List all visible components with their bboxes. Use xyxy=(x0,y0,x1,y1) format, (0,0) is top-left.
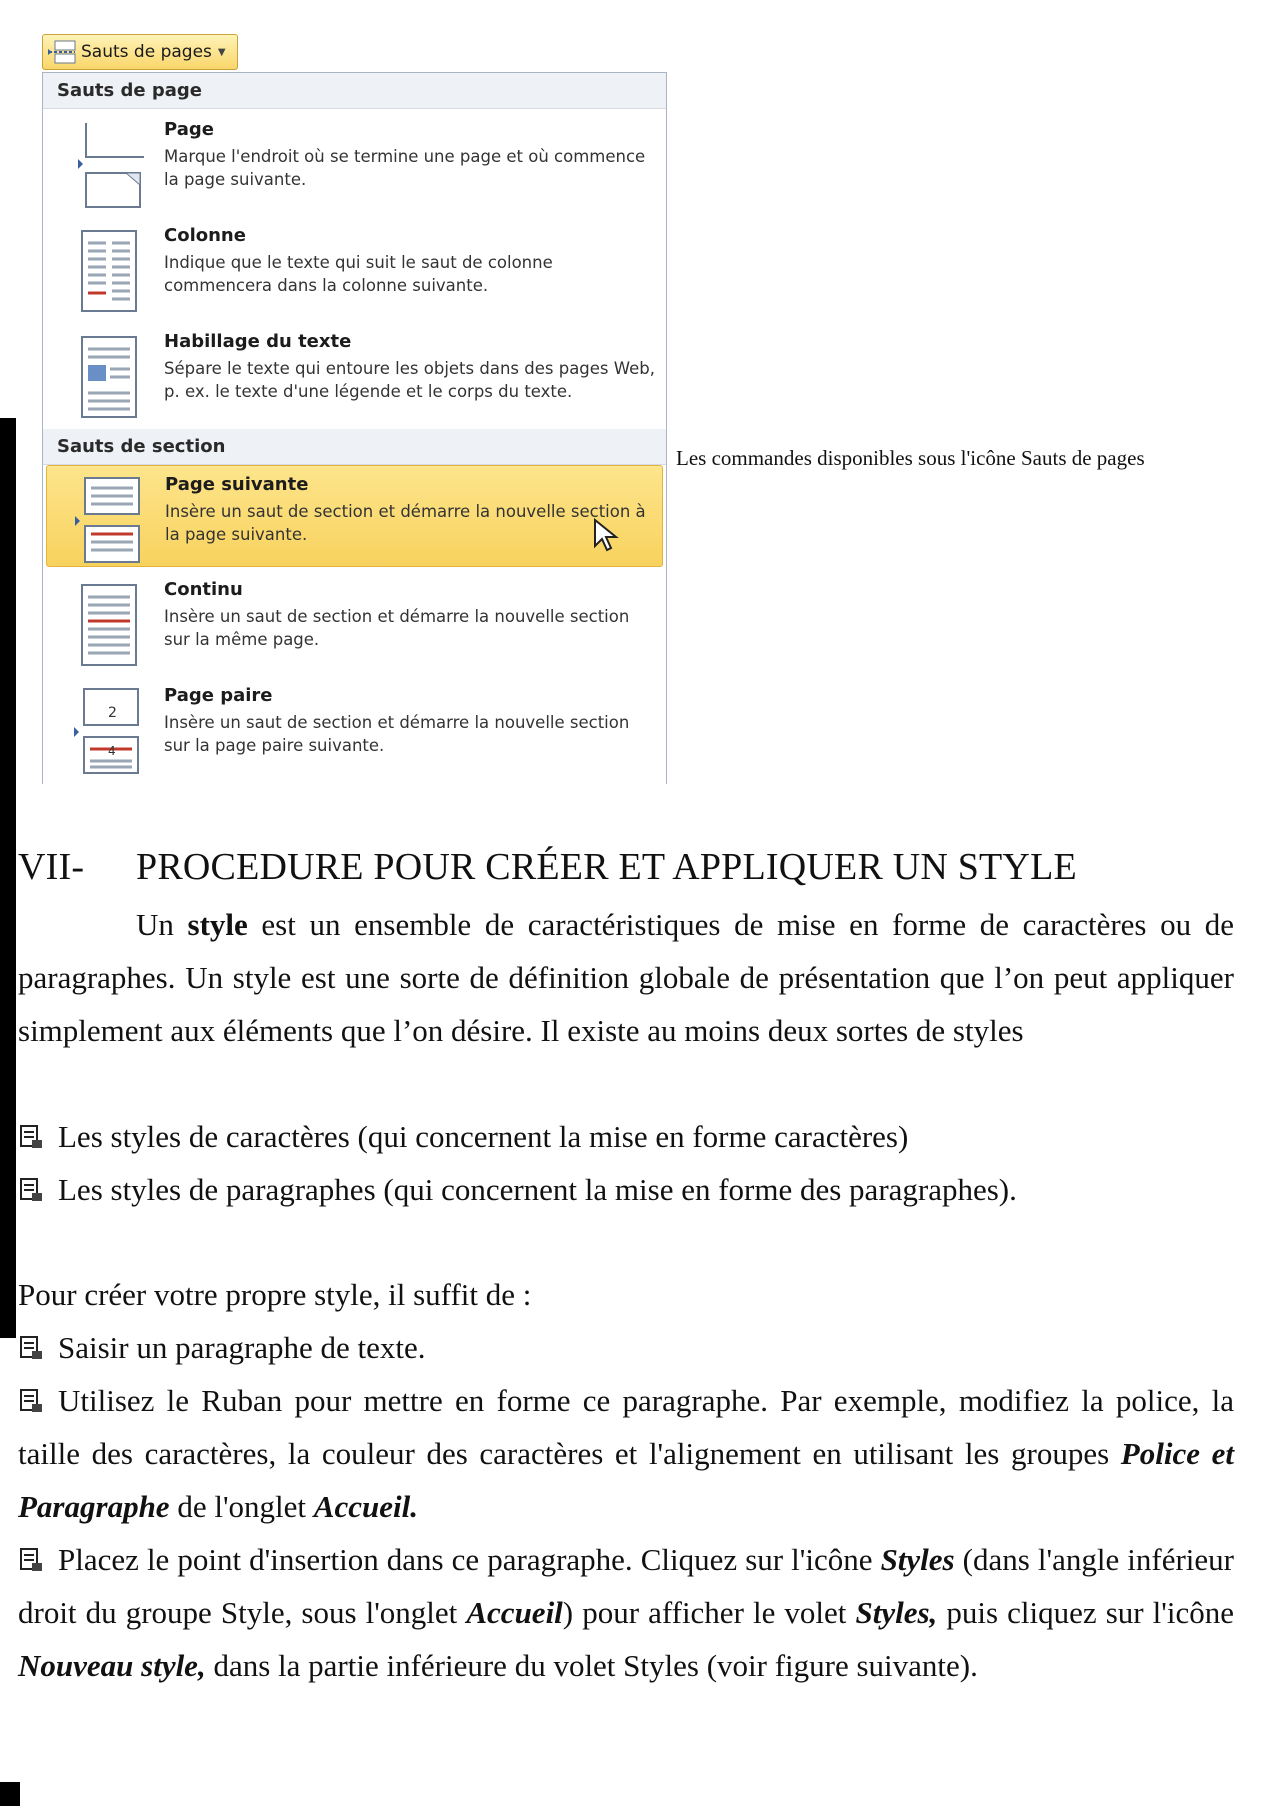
ribbon-button-label: Sauts de pages xyxy=(81,42,212,62)
steps-intro: Pour créer votre propre style, il suffit de : xyxy=(18,1277,532,1312)
menu-item-desc: Insère un saut de section et démarre la nouvelle section sur la même page. xyxy=(164,607,630,649)
menu-item-desc: Insère un saut de section et démarre la nouvelle section à la page suivante. xyxy=(165,502,646,544)
chevron-down-icon: ▼ xyxy=(217,46,226,58)
figure-caption: Les commandes disponibles sous l'icône Sauts de pages xyxy=(676,446,1145,470)
document-bullet-icon xyxy=(18,1335,44,1361)
menu-section-header: Sauts de section xyxy=(43,429,666,465)
continuous-section-icon xyxy=(60,581,144,669)
menu-item-title: Page paire xyxy=(164,685,273,706)
menu-item-title: Page suivante xyxy=(165,474,309,495)
list-item: Les styles de caractères (qui concernent la mise en forme caractères) xyxy=(18,1110,1234,1163)
section-number: VII- xyxy=(18,846,85,888)
menu-item-desc: Marque l'endroit où se termine une page et où commence la page suivante. xyxy=(164,147,646,189)
section-title: PROCEDURE POUR CRÉER ET APPLIQUER UN STYLE xyxy=(136,846,1077,888)
page-breaks-dropdown xyxy=(42,72,667,784)
svg-text:4: 4 xyxy=(108,744,116,758)
menu-section-header: Sauts de page xyxy=(43,73,666,109)
menu-item-column[interactable] xyxy=(46,217,663,319)
svg-text:2: 2 xyxy=(108,705,117,721)
mouse-cursor-icon xyxy=(591,518,621,552)
document-bullet-icon xyxy=(18,1547,44,1573)
menu-item-desc: Insère un saut de section et démarre la nouvelle section sur la page paire suivante. xyxy=(164,713,630,755)
left-margin-bar xyxy=(0,418,16,1338)
document-bullet-icon xyxy=(18,1177,44,1203)
menu-item-text-wrapping[interactable] xyxy=(46,323,663,425)
text-wrapping-icon xyxy=(60,333,144,421)
page-break-icon xyxy=(47,40,77,64)
menu-item-title: Page xyxy=(164,119,214,140)
left-margin-bar-bottom xyxy=(0,1782,20,1806)
style-term: style xyxy=(187,907,248,942)
menu-item-title: Habillage du texte xyxy=(164,331,352,352)
menu-item-page[interactable] xyxy=(46,111,663,213)
list-item: Placez le point d'insertion dans ce paragraphe. Cliquez sur l'icône Styles (dans l'angle inférieur droit du groupe Style, sous l'onglet Accueil) pour afficher le volet Styles, puis cliquez sur l'icône Nouveau style, dans la partie inférieure du volet Styles (voir figure suivante). xyxy=(18,1542,1234,1683)
even-page-section-icon xyxy=(60,687,144,775)
list-item: Les styles de paragraphes (qui concernent la mise en forme des paragraphes). xyxy=(18,1163,1234,1216)
menu-item-desc: Sépare le texte qui entoure les objets dans des pages Web, p. ex. le texte d'une légende et le corps du texte. xyxy=(164,359,655,401)
menu-item-even-page[interactable] xyxy=(46,677,663,779)
page-break-icon xyxy=(60,121,144,209)
menu-item-continuous[interactable] xyxy=(46,571,663,673)
menu-item-desc: Indique que le texte qui suit le saut de colonne commencera dans la colonne suivante. xyxy=(164,253,553,295)
section-heading xyxy=(18,845,1077,889)
list-item: Utilisez le Ruban pour mettre en forme ce paragraphe. Par exemple, modifiez la police, la taille des caractères, la couleur des caractères et l'alignement en utilisant les groupes Police et Paragraphe de l'onglet Accueil. xyxy=(18,1383,1234,1524)
list-item: Saisir un paragraphe de texte. xyxy=(18,1321,1234,1374)
menu-item-title: Continu xyxy=(164,579,243,600)
document-bullet-icon xyxy=(18,1124,44,1150)
menu-item-next-page[interactable] xyxy=(46,465,663,567)
next-page-section-icon xyxy=(61,476,145,564)
column-break-icon xyxy=(60,227,144,315)
menu-item-title: Colonne xyxy=(164,225,246,246)
page-breaks-ribbon-button[interactable] xyxy=(42,34,238,70)
intro-paragraph: Un style est un ensemble de caractéristiques de mise en forme de caractères ou de paragraphes. Un style est une sorte de définition globale de présentation que l’on peut appliquer simplement aux éléments que l’on désire. Il existe au moins deux sortes de styles xyxy=(18,907,1235,1048)
document-bullet-icon xyxy=(18,1388,44,1414)
